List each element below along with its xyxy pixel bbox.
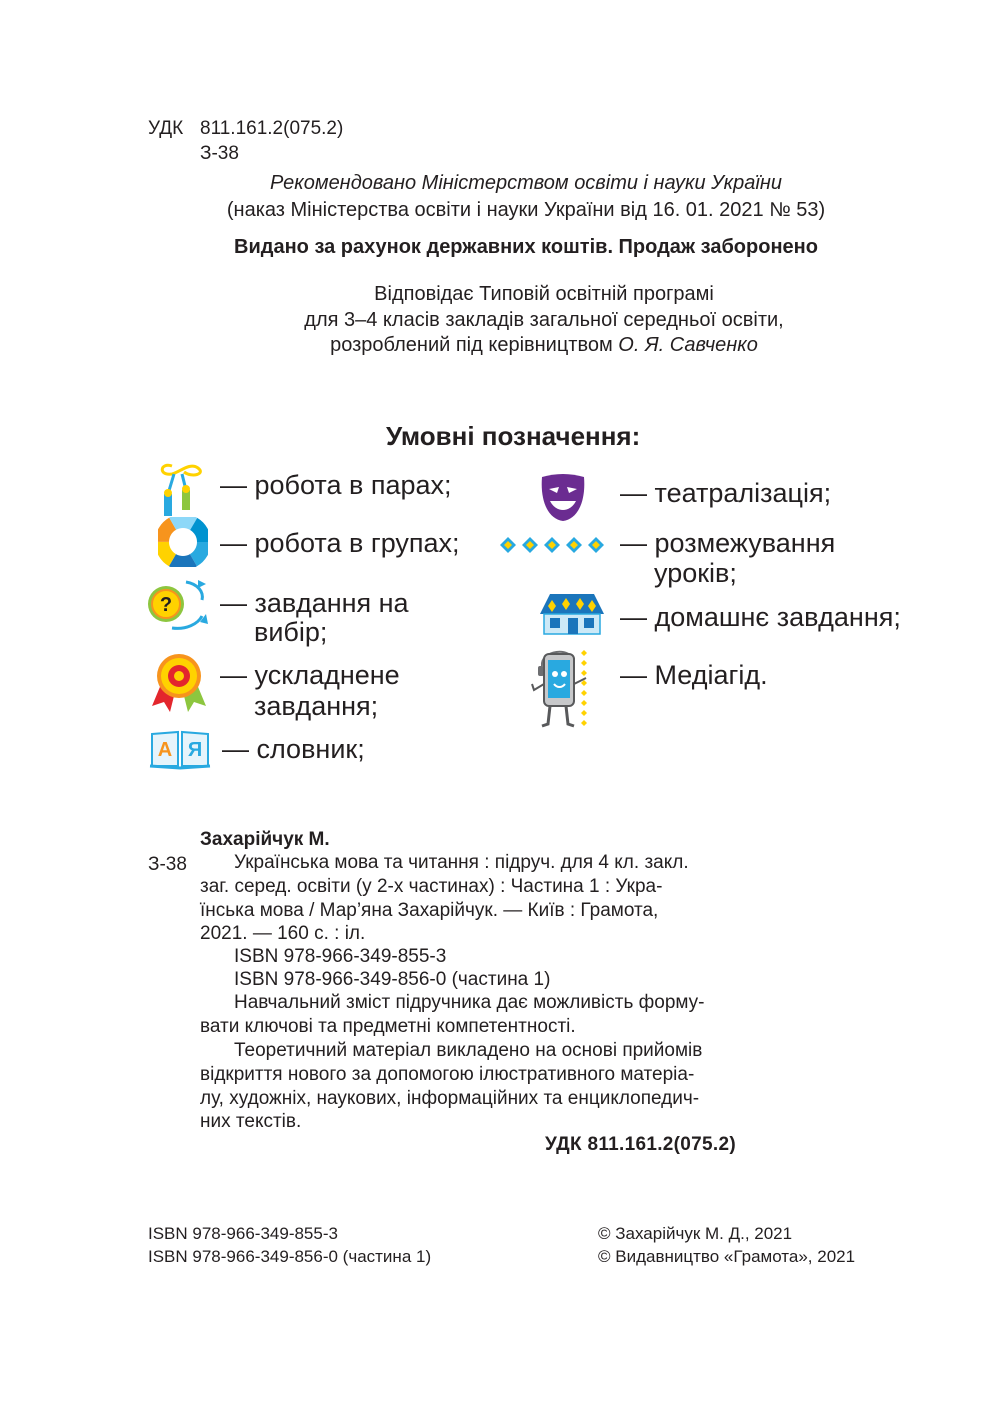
footer-isbn-1: ISBN 978-966-349-855-3 — [148, 1224, 338, 1243]
catalog-title-line-3: їнська мова / Мар’яна Захарійчук. — Київ : Грамота, — [200, 900, 659, 921]
legend-choice-label: — завдання на — [220, 588, 409, 618]
legend-pairs-label: — робота в парах; — [220, 470, 452, 500]
catalog-index: З-38 — [148, 854, 187, 875]
smartphone-character-icon — [528, 644, 598, 732]
catalog-title-line-2: заг. серед. освіти (у 2-х частинах) : Частина 1 : Укра- — [200, 876, 663, 897]
catalog-isbn-1: ISBN 978-966-349-855-3 — [234, 946, 447, 967]
legend-separator-label: — розмежування — [620, 528, 836, 558]
catalog-isbn-2: ISBN 978-966-349-856-0 (частина 1) — [234, 969, 551, 990]
catalog-desc-2-line-4: них текстів. — [200, 1111, 302, 1132]
catalog-desc-2-line-1: Теоретичний матеріал викладено на основі прийомів — [234, 1040, 703, 1061]
author-index: З-38 — [200, 143, 239, 164]
legend-dictionary-label: — словник; — [222, 734, 365, 764]
catalog-udk: УДК 811.161.2(075.2) — [545, 1134, 736, 1155]
open-book-icon — [148, 726, 212, 770]
catalog-desc-1-line-1: Навчальний зміст підручника дає можливість форму- — [234, 992, 705, 1013]
diamond-row-icon — [498, 536, 610, 554]
legend-mediaguide-label: — Медіагід. — [620, 660, 768, 690]
question-arrows-icon — [142, 574, 210, 634]
catalog-desc-2-line-2: відкриття нового за допомогою ілюстративного матеріа- — [200, 1064, 695, 1085]
footer-copyright-author: © Захарійчук М. Д., 2021 — [598, 1224, 793, 1243]
program-line-3-prefix: розроблений під керівництвом — [330, 334, 619, 356]
legend-advanced-label: — ускладнене — [220, 660, 400, 690]
footer-copyright-publisher: © Видавництво «Грамота», 2021 — [598, 1247, 856, 1266]
program-author: О. Я. Савченко — [618, 334, 758, 356]
award-medal-icon — [148, 652, 210, 714]
svg-text:?: ? — [159, 594, 173, 616]
program-line-2: для 3–4 класів закладів загальної середньої освіти, — [304, 309, 784, 331]
color-ring-icon — [158, 517, 208, 567]
catalog-author: Захарійчук М. — [200, 829, 330, 850]
udk-label: УДК — [148, 118, 184, 139]
legend-title: Умовні позначення: — [386, 421, 641, 451]
legend-homework-label: — домашнє завдання; — [620, 602, 901, 632]
house-icon — [538, 592, 606, 636]
program-line-3 — [48, 334, 992, 357]
catalog-desc-2-line-3: лу, художніх, наукових, інформаційних та енциклопедич- — [200, 1088, 700, 1109]
book-letter-ya: Я — [187, 739, 203, 761]
legend-groups-label: — робота в групах; — [220, 528, 460, 558]
funding-notice: Видано за рахунок державних коштів. Продаж заборонено — [234, 236, 818, 258]
footer-isbn-2: ISBN 978-966-349-856-0 (частина 1) — [148, 1247, 432, 1266]
ribbon-tassel-icon — [150, 460, 210, 520]
legend-advanced-label-2: завдання; — [254, 691, 379, 721]
program-line-1: Відповідає Типовій освітній програмі — [374, 283, 714, 305]
legend-theater-label: — театралізація; — [620, 478, 832, 508]
book-letter-a: А — [157, 739, 173, 761]
catalog-title-line-4: 2021. — 160 с. : іл. — [200, 923, 366, 944]
catalog-title-line-1: Українська мова та читання : підруч. для 4 кл. закл. — [234, 852, 689, 873]
order-line: (наказ Міністерства освіти і науки України від 16. 01. 2021 № 53) — [226, 199, 826, 221]
recommendation-line: Рекомендовано Міністерством освіти і науки України — [270, 172, 782, 194]
legend-separator-label-2: уроків; — [654, 558, 737, 588]
udk-code: 811.161.2(075.2) — [200, 118, 344, 139]
catalog-desc-1-line-2: вати ключові та предметні компетентності. — [200, 1016, 576, 1037]
legend-choice-label-2: вибір; — [254, 617, 328, 647]
theater-mask-icon — [538, 473, 588, 523]
